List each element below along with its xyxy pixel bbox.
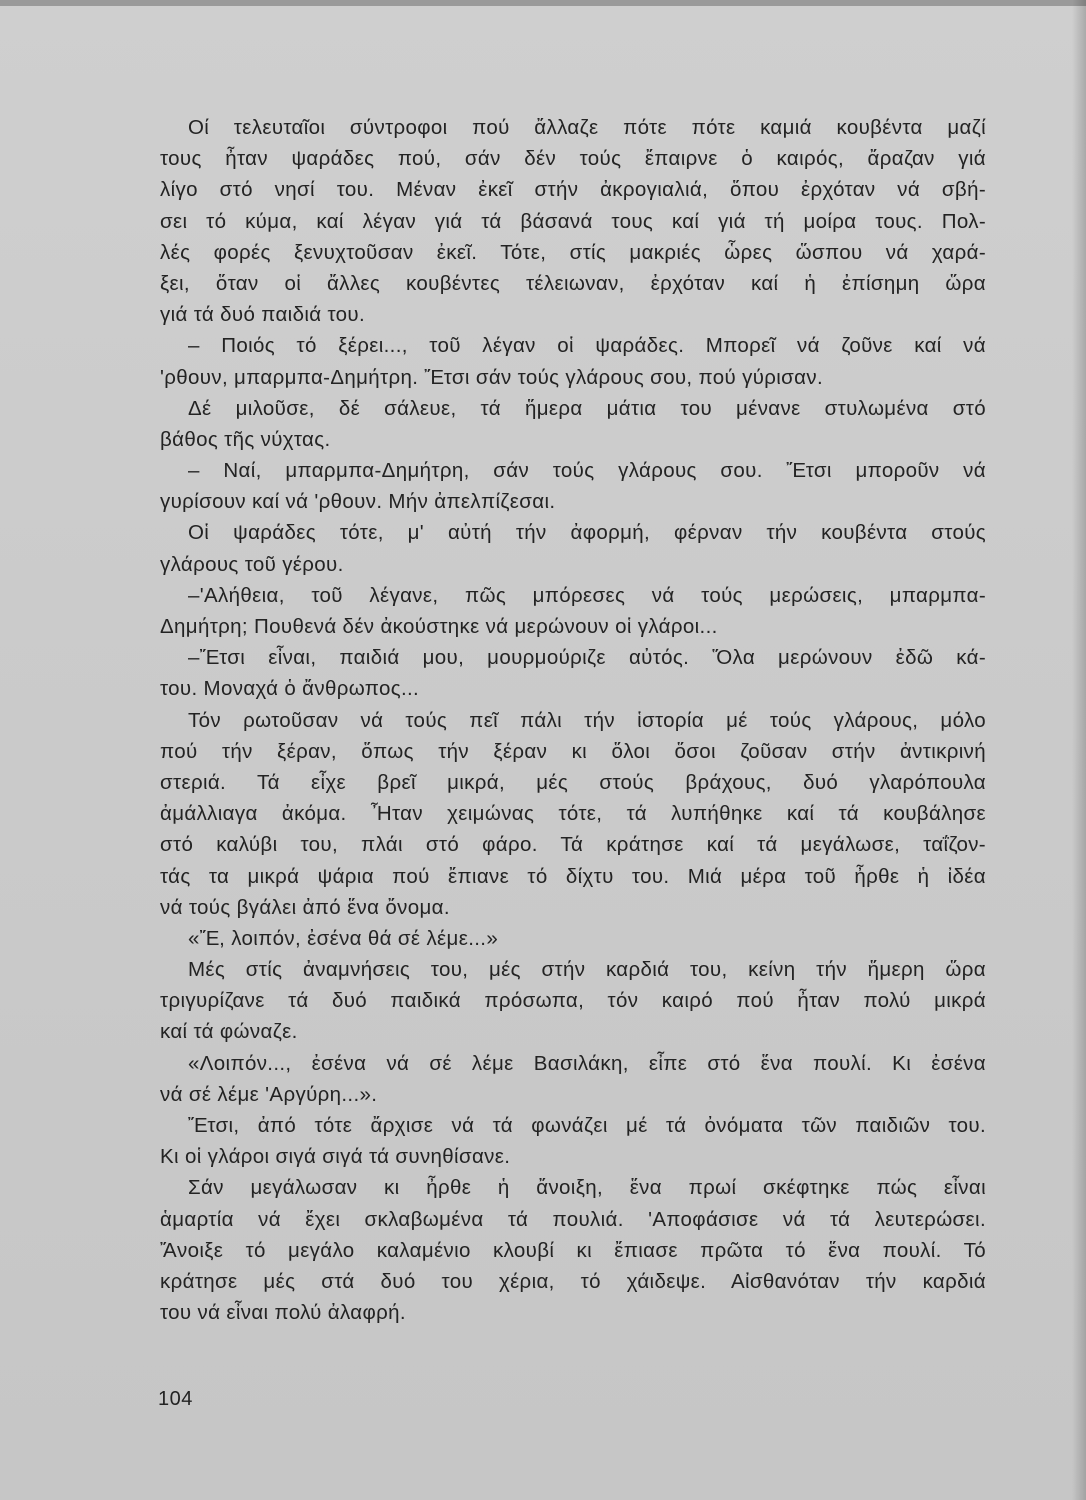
text-line: – Ναί, μπαρμπα-Δημήτρη, σάν τούς γλάρους σου. Ἔτσι μποροῦν νά (188, 459, 986, 483)
text-line: τάς τα μικρά ψάρια πού ἔπιανε τό δίχτυ του. Μιά μέρα τοῦ ἦρθε ἡ ἰδέα (160, 864, 986, 888)
text-line: Ἔτσι, ἀπό τότε ἄρχισε νά τά φωνάζει μέ τά ὀνόματα τῶν παιδιῶν του. (188, 1114, 986, 1137)
text-line: ἁμαρτία νά ἔχει σκλαβωμένα τά πουλιά. 'Αποφάσισε νά τά λευτερώσει. (160, 1207, 986, 1231)
text-line: Οἱ ψαράδες τότε, μ' αὐτή τήν ἀφορμή, φέρναν τήν κουβέντα στούς (188, 521, 986, 545)
page-top-edge (0, 0, 1086, 6)
body-text (160, 112, 986, 1328)
text-line: κράτησε μές στά δυό του χέρια, τό χάιδεψε. Αἰσθανόταν τήν καρδιά (160, 1269, 986, 1293)
text-line: 'ρθουν, μπαρμπα-Δημήτρη. Ἔτσι σάν τούς γλάρους σου, πού γύρισαν. (160, 365, 824, 389)
text-line: –Ἔτσι εἶναι, παιδιά μου, μουρμούριζε αὐτός. Ὅλα μερώνουν ἐδῶ κά- (188, 646, 986, 670)
text-line: «Λοιπόν..., ἐσένα νά σέ λέμε Βασιλάκη, εἶπε στό ἕνα πουλί. Κι ἐσένα (188, 1051, 986, 1075)
text-line: Τόν ρωτοῦσαν νά τούς πεῖ πάλι τήν ἱστορία μέ τούς γλάρους, μόλο (188, 708, 986, 732)
text-line: νά τούς βγάλει ἀπό ἕνα ὄνομα. (160, 895, 450, 919)
text-line: γλάρους τοῦ γέρου. (160, 552, 344, 576)
text-line: Δημήτρη; Πουθενά δέν ἀκούστηκε νά μερώνουν οἱ γλάροι... (160, 615, 718, 638)
text-line: «Ἔ, λοιπόν, ἐσένα θά σέ λέμε...» (188, 926, 499, 950)
text-line: νά σέ λέμε 'Αργύρη...». (160, 1082, 378, 1106)
text-line: γιά τά δυό παιδιά του. (160, 303, 366, 327)
text-line: ἀμάλλιαγα ἀκόμα. Ἦταν χειμώνας τότε, τά λυπήθηκε καί τά κουβάλησε (160, 802, 986, 826)
text-line: πού τήν ξέραν, ὅπως τήν ξέραν κι ὅλοι ὅσοι ζοῦσαν στήν ἀντικρινή (160, 739, 986, 763)
text-line: τριγυρίζανε τά δυό παιδικά πρόσωπα, τόν καιρό πού ἦταν πολύ μικρά (160, 989, 986, 1013)
text-line: τους ἦταν ψαράδες πού, σάν δέν τούς ἔπαιρνε ὁ καιρός, ἄραζαν γιά (160, 147, 986, 171)
text-line: καί τά φώναζε. (160, 1020, 298, 1044)
text-line: Κι οἱ γλάροι σιγά σιγά τά συνηθίσανε. (160, 1145, 511, 1169)
text-line: Σάν μεγάλωσαν κι ἦρθε ἡ ἄνοιξη, ἕνα πρωί σκέφτηκε πώς εἶναι (188, 1176, 986, 1200)
text-line: γυρίσουν καί νά 'ρθουν. Μήν ἀπελπίζεσαι. (160, 490, 556, 514)
text-line: σει τό κύμα, καί λέγαν γιά τά βάσανά τους καί γιά τή μοίρα τους. Πολ- (160, 209, 986, 233)
text-line: λίγο στό νησί του. Μέναν ἐκεῖ στήν ἀκρογιαλιά, ὅπου ἐρχόταν νά σβή- (160, 178, 986, 202)
text-line: – Ποιός τό ξέρει..., τοῦ λέγαν οἱ ψαράδες. Μπορεῖ νά ζοῦνε καί νά (188, 334, 986, 358)
page-binding-shadow (1072, 0, 1086, 1500)
text-line: λές φορές ξενυχτοῦσαν ἐκεῖ. Τότε, στίς μακριές ὧρες ὥσπου νά χαρά- (160, 240, 986, 264)
text-line: του. Μοναχά ὁ ἄνθρωπος... (160, 677, 420, 701)
text-line: –'Αλήθεια, τοῦ λέγανε, πῶς μπόρεσες νά τούς μερώσεις, μπαρμπα- (188, 583, 986, 607)
text-line: Μές στίς ἀναμνήσεις του, μές στήν καρδιά του, κείνη τήν ἥμερη ὥρα (188, 958, 986, 982)
text-line: στεριά. Τά εἶχε βρεῖ μικρά, μές στούς βράχους, δυό γλαρόπουλα (160, 770, 986, 794)
text-line: Δέ μιλοῦσε, δέ σάλευε, τά ἥμερα μάτια του μένανε στυλωμένα στό (188, 396, 986, 420)
text-line: Οί τελευταῖοι σύντροφοι πού ἄλλαζε πότε πότε καμιά κουβέντα μαζί (188, 116, 986, 139)
text-line: βάθος τῆς νύχτας. (160, 427, 331, 451)
page-number: 104 (158, 1388, 193, 1410)
text-line: στό καλύβι του, πλάι στό φάρο. Τά κράτησε καί τά μεγάλωσε, ταΐζον- (160, 833, 986, 857)
text-line: ξει, ὅταν οἱ ἄλλες κουβέντες τέλειωναν, ἐρχόταν καί ἡ ἐπίσημη ὥρα (160, 271, 986, 295)
text-line: Ἄνοιξε τό μεγάλο καλαμένιο κλουβί κι ἔπιασε πρῶτα τό ἕνα πουλί. Τό (160, 1238, 986, 1262)
text-line: του νά εἶναι πολύ ἀλαφρή. (160, 1301, 406, 1325)
